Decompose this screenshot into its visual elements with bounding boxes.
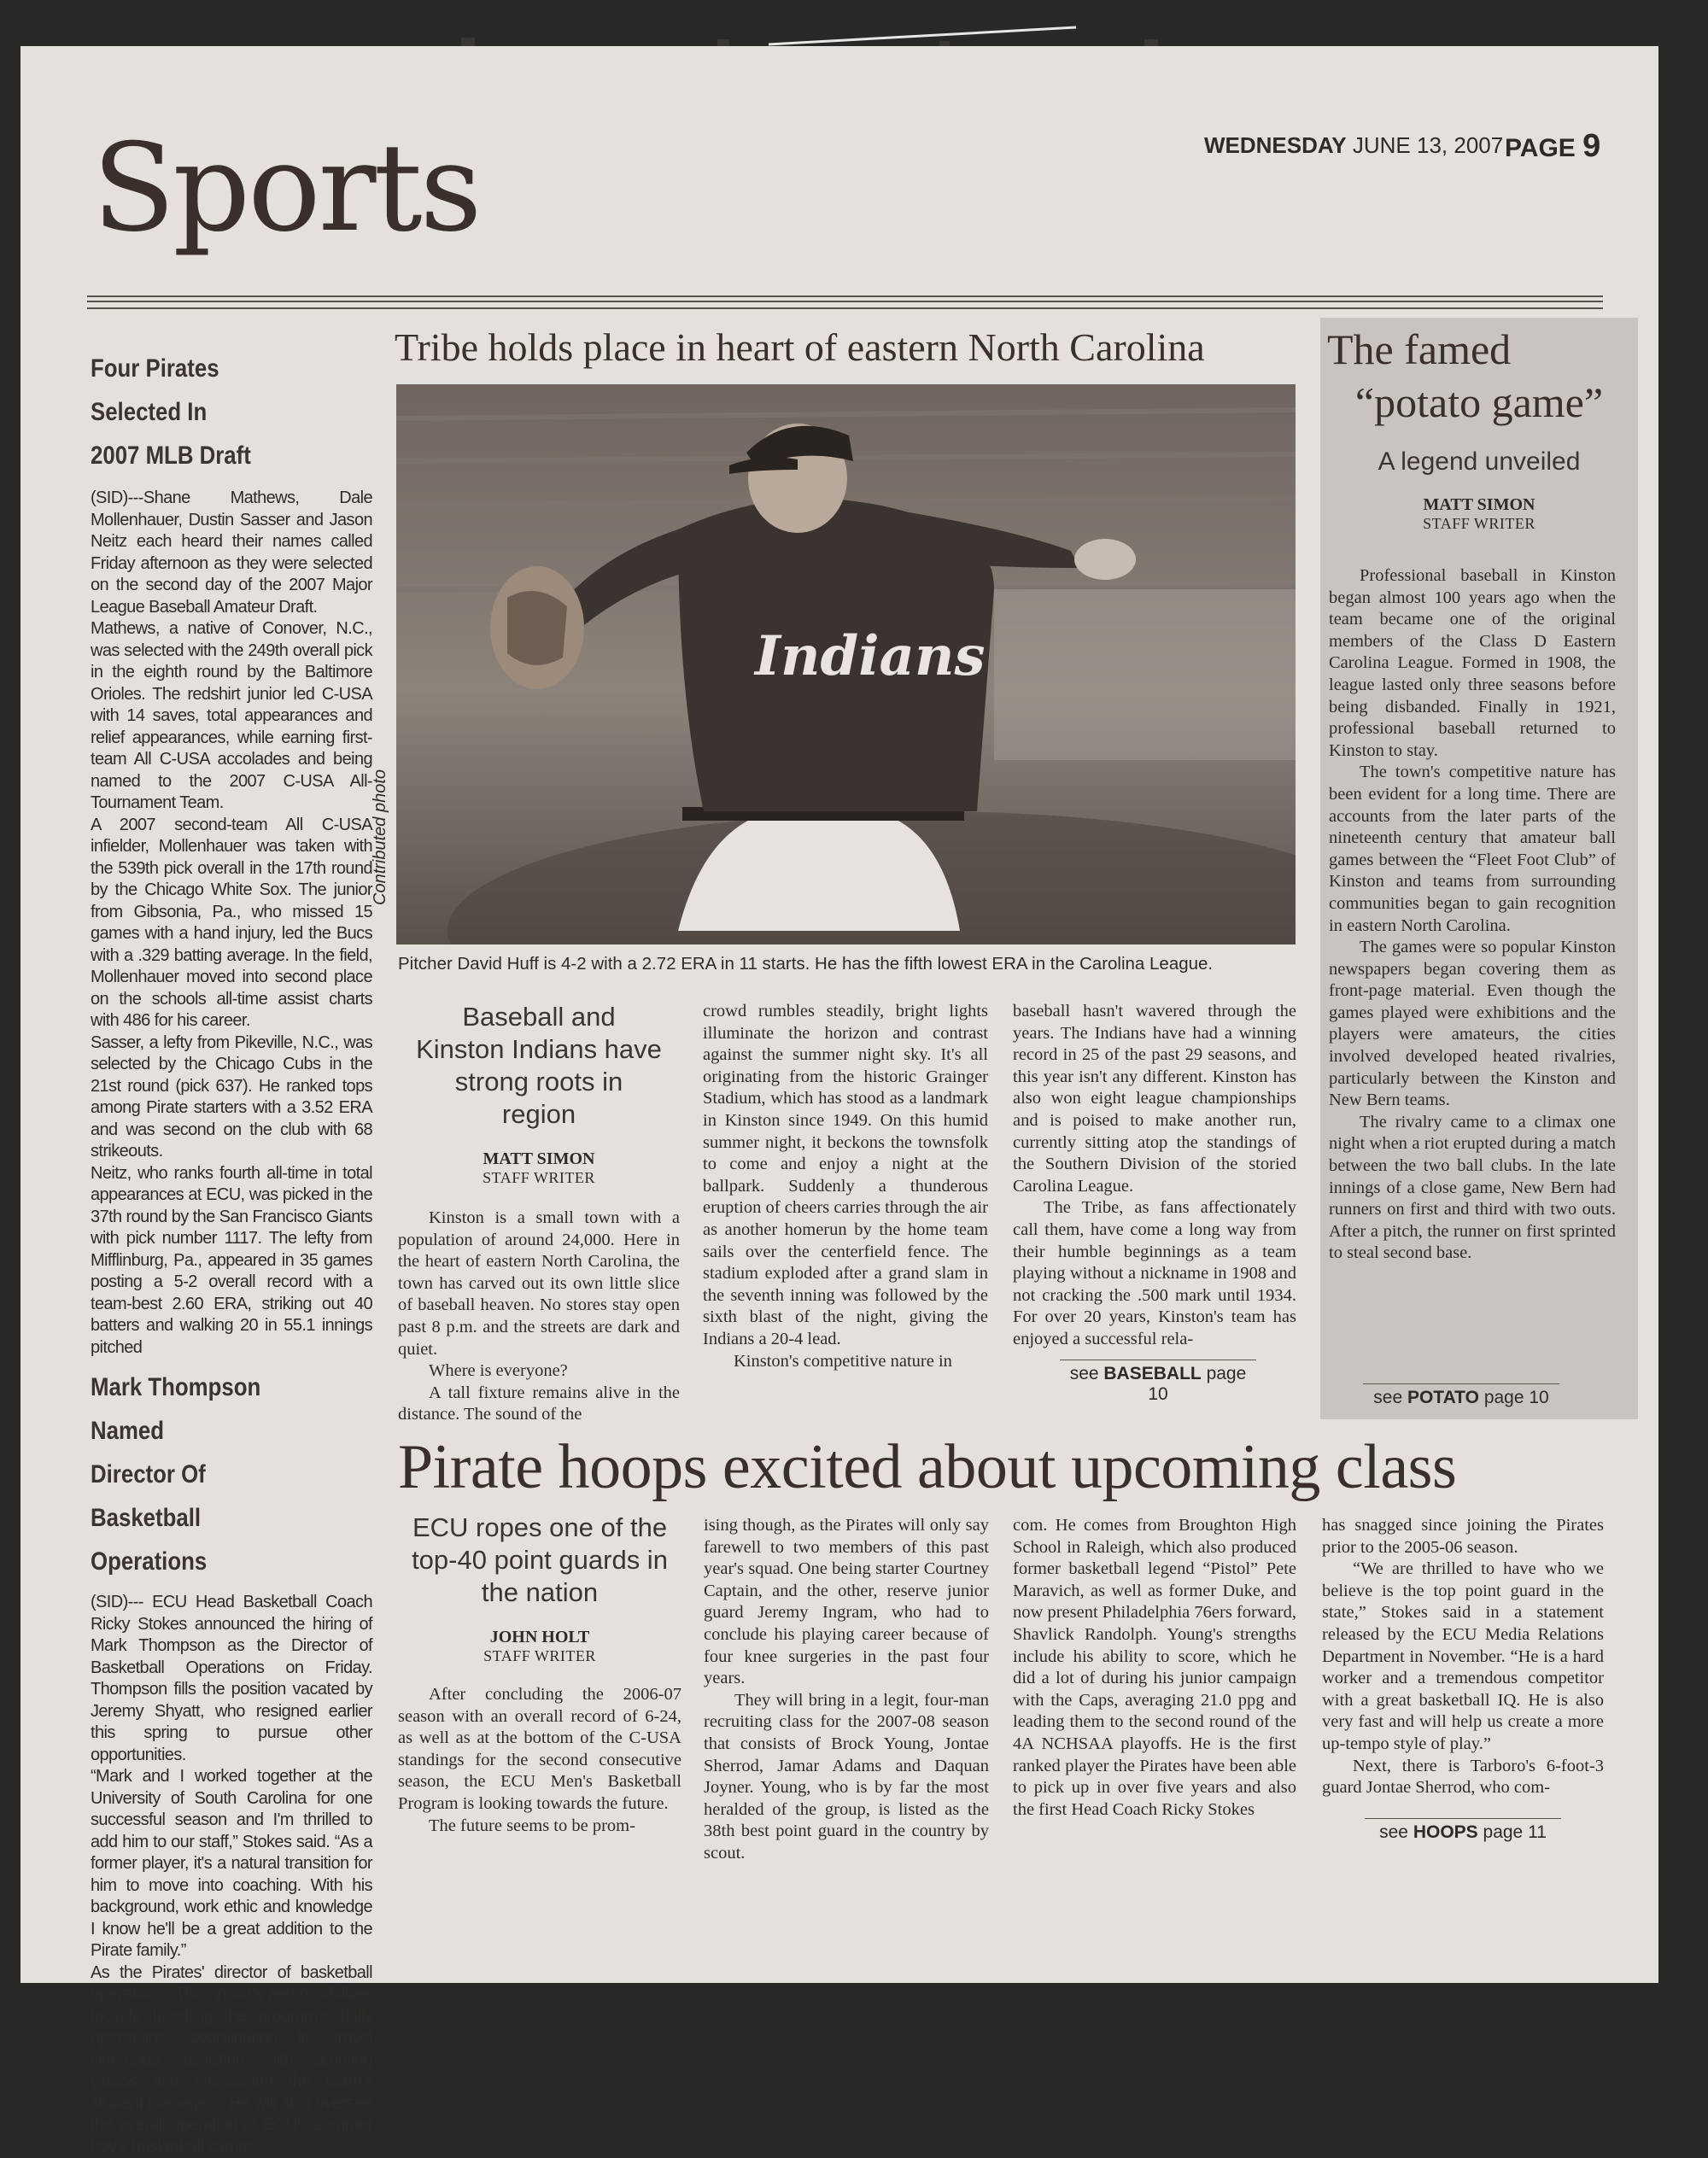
dateline-date: JUNE 13, 2007 <box>1353 132 1503 158</box>
brief-paragraph: As the Pirates' director of basketball operations, Thompson's responsibilities include handling the program's daily operations, coordinating its travel itineraries, assisting with scouting videos and overseeing the team's student managers. He will also oversee the overall operation of ECU's summer boy's basketball camps. <box>91 1962 372 2158</box>
body-paragraph: The rivalry came to a climax one night when a riot erupted during a match between the two ball clubs. In the late innings of a close game, New Bern had runners on first and third with two outs. After a pitch, the runner on first sprinted to steal second base. <box>1329 1112 1616 1265</box>
potato-byline: MATT SIMON <box>1320 495 1638 515</box>
masthead-rule-bottom <box>87 307 1603 309</box>
photo-caption: Pitcher David Huff is 4-2 with a 2.72 ERA in 11 starts. He has the fifth lowest ERA in the Carolina League. <box>398 954 1213 974</box>
brief-paragraph: Mathews, a native of Conover, N.C., was selected with the 249th overall pick in the eighth round by the Baltimore Orioles. The redshirt junior led C-USA with 14 saves, total appearances and relief appearances, while earning first-team All C-USA accolades and being named to the 2007 C-USA All-Tournament Team. <box>91 618 372 815</box>
jump-see: see <box>1379 1822 1408 1842</box>
potato-headline-line: “potato game” <box>1327 376 1631 429</box>
hoops-column-4 <box>1322 1515 1604 1843</box>
body-paragraph: Kinston's competitive nature in <box>703 1351 988 1373</box>
hoops-column-2 <box>704 1515 989 1865</box>
body-paragraph: has snagged since joining the Pirates prior to the 2005-06 season. <box>1322 1515 1604 1559</box>
tribe-byline-title: STAFF WRITER <box>398 1169 680 1187</box>
tribe-headline: Tribe holds place in heart of eastern North Carolina <box>395 325 1205 370</box>
potato-byline-block <box>1320 495 1638 533</box>
brief-paragraph: A 2007 second-team All C-USA infielder, Mollenhauer was taken with the 539th pick overall in the 17th round by the Chicago White Sox. The junior from Gibsonia, Pa., who missed 15 games with a hand injury, led the Bucs with a .329 batting average. In the field, Mollenhauer moved into second place on the schools all-time assist charts with 486 for his career. <box>91 815 372 1032</box>
page-number <box>1505 128 1600 165</box>
brief-paragraph: Sasser, a lefty from Pikeville, N.C., was selected by the Chicago Cubs in the 21st round (pick 637). He ranked tops among Pirate starters with a 3.52 ERA and was second on the club with 68 strikeouts. <box>91 1032 372 1163</box>
hoops-byline: JOHN HOLT <box>398 1628 681 1647</box>
jump-see: see <box>1373 1388 1402 1407</box>
body-paragraph: They will bring in a legit, four-man recruiting class for the 2007-08 season that consists of Brock Young, Jontae Sherrod, Jamar Adams and Daquan Joyner. Young, who is by far the most heralded of the group, is listed as the 38th best point guard in the country by scout. <box>704 1690 989 1865</box>
masthead-rule-top <box>87 295 1603 297</box>
body-paragraph: The games were so popular Kinston newspapers began covering them as front-page material. Even though the games played were exhibitions and the players were amateurs, the cities involved developed heated rivalries, particularly between the Kinston and New Bern teams. <box>1329 937 1616 1112</box>
tribe-body-col3 <box>1013 1001 1296 1351</box>
tribe-byline: MATT SIMON <box>398 1149 680 1169</box>
body-paragraph: com. He comes from Broughton High School in Raleigh, which also produced former basketball legend “Pistol” Pete Maravich, as well as former Duke, and now present Philadelphia 76ers forward, Shavlick Randolph. Young's strengths include his ability to score, which he did a lot of during his junior campaign with the Caps, averaging 21.0 ppg and leading them to the second round of the 4A NCHSAA playoffs. He is the first ranked player the Pirates have been able to pick up in over five years and also the first Head Coach Ricky Stokes <box>1013 1515 1296 1821</box>
section-title: Sports <box>92 128 479 249</box>
photo-credit: Contributed photo <box>371 769 390 905</box>
hoops-column-1 <box>398 1512 681 1837</box>
body-paragraph: The town's competitive nature has been evident for a long time. There are accounts from the later parts of the nineteenth century that amateur ball games between the “Fleet Foot Club” of Kinston and teams from surrounding communities began to gain recognition in eastern North Carolina. <box>1329 762 1616 937</box>
body-paragraph: crowd rumbles steadily, bright lights illuminate the horizon and contrast against the summer night sky. It's all originating from the historic Grainger Stadium, which has stood as a landmark in Kinston since 1949. On this humid summer night, it beckons the townsfolk to come and enjoy a night at the ballpark. Suddenly a thunderous eruption of cheers carries through the air as another homerun by the home team sails over the centerfield fence. The stadium exploded after a grand slam in the seventh inning was followed by the sixth blast of the night, giving the Indians a 20-4 lead. <box>703 1001 988 1351</box>
hoops-deck: ECU ropes one of the top-40 point guards in the nation <box>398 1512 681 1609</box>
page-label: PAGE <box>1505 134 1576 162</box>
brief-paragraph: “Mark and I worked together at the University of South Carolina for one successful season and I'm thrilled to add him to our staff,” Stokes said. “As a former player, it's a natural transition for him to move into coaching. With his background, work ethic and knowledge I know he'll be a great addition to the Pirate family.” <box>91 1766 372 1962</box>
top-edge-bleed <box>290 26 1230 51</box>
brief-paragraph: (SID)---Shane Mathews, Dale Mollenhauer, Dustin Sasser and Jason Neitz each heard their names called Friday afternoon as they were selected on the second day of the 2007 Major League Baseball Amateur Draft. <box>91 488 372 618</box>
body-paragraph: “We are thrilled to have who we believe is the top point guard in the state,” Stokes said in a statement released by the ECU Media Relations Department in November. “He is a hard worker and a tremendous competitor with a great basketball IQ. He is also very fast and will help us create a more up-tempo style of play.” <box>1322 1559 1604 1755</box>
body-paragraph: A tall fixture remains alive in the distance. The sound of the <box>398 1383 680 1426</box>
tribe-body-col2 <box>703 1001 988 1372</box>
hoops-headline: Pirate hoops excited about upcoming class <box>398 1431 1456 1504</box>
brief-headline-thompson <box>91 1366 303 1583</box>
body-paragraph: Where is everyone? <box>398 1360 680 1383</box>
body-paragraph: Next, there is Tarboro's 6-foot-3 guard Jontae Sherrod, who com- <box>1322 1756 1604 1799</box>
hoops-column-3 <box>1013 1515 1296 1821</box>
potato-sidebar <box>1320 318 1638 1419</box>
hoops-body-col2 <box>704 1515 989 1865</box>
body-paragraph: The Tribe, as fans affectionately call them, have come a long way from their humble beginnings as a team playing without a nickname in 1908 and not cracking the .500 mark until 1934. For over 20 years, Kinston's team has enjoyed a successful rela- <box>1013 1197 1296 1350</box>
hoops-body-col3 <box>1013 1515 1296 1821</box>
brief-body-draft <box>91 488 372 1359</box>
masthead-rule-mid <box>87 301 1603 302</box>
briefs-column <box>91 347 372 2158</box>
body-paragraph: Kinston is a small town with a population of around 24,000. Here in the heart of eastern North Carolina, the town has carved out its own little slice of baseball heaven. No stores stay open past 8 p.m. and the streets are dark and quiet. <box>398 1208 680 1360</box>
jump-page: page 11 <box>1483 1822 1547 1842</box>
brief-headline-draft <box>91 347 303 477</box>
tribe-column-3 <box>1013 1001 1296 1405</box>
dateline-day: WEDNESDAY <box>1204 132 1347 158</box>
potato-headline-line: The famed <box>1327 323 1631 376</box>
hoops-byline-title: STAFF WRITER <box>398 1647 681 1665</box>
brief-body-thompson <box>91 1592 372 2158</box>
hoops-body-col4 <box>1322 1515 1604 1799</box>
jump-see: see <box>1070 1364 1099 1383</box>
jersey-lettering: Indians <box>753 624 986 688</box>
page-number-value: 9 <box>1582 128 1600 164</box>
tribe-deck: Baseball and Kinston Indians have strong roots in region <box>398 1001 680 1131</box>
hoops-body-col1 <box>398 1684 681 1837</box>
jump-page: page 10 <box>1148 1364 1246 1404</box>
jump-keyword: POTATO <box>1407 1388 1479 1407</box>
jump-keyword: BASEBALL <box>1103 1364 1201 1383</box>
brief-headline-line: Mark Thompson Named <box>91 1366 303 1453</box>
potato-body <box>1329 565 1616 1265</box>
pitcher-photo <box>396 384 1296 944</box>
brief-headline-line: Operations <box>91 1540 303 1583</box>
brief-headline-line: Director Of Basketball <box>91 1453 303 1540</box>
brief-headline-line: Four Pirates Selected In <box>91 347 303 434</box>
body-paragraph: After concluding the 2006-07 season with an overall record of 6-24, as well as at the bottom of the C-USA standings for the second consecutive season, the ECU Men's Basketball Program is looking towards the future. <box>398 1684 681 1816</box>
body-paragraph: baseball hasn't wavered through the years. The Indians have had a winning record in 25 of the past 29 seasons, and this year isn't any different. Kinston has also won eight league championships and is poised to make another run, currently sitting atop the standings of the Southern Division of the storied Carolina League. <box>1013 1001 1296 1197</box>
tribe-column-2 <box>703 1001 988 1372</box>
tribe-column-1 <box>398 1001 680 1426</box>
jump-page: page 10 <box>1484 1388 1549 1407</box>
pitcher-photo-image <box>396 384 1296 944</box>
baseball-jump[interactable] <box>1060 1360 1256 1405</box>
brief-paragraph: Neitz, who ranks fourth all-time in total appearances at ECU, was picked in the 37th round by the San Francisco Giants with pick number 1117. The lefty from Mifflinburg, Pa., appeared in 35 games posting a 5-2 overall record with a team-best 2.60 ERA, striking out 40 batters and walking 20 in 55.1 innings pitched <box>91 1163 372 1360</box>
body-paragraph: ising though, as the Pirates will only say farewell to two members of this past year's squad. One being starter Courtney Captain, and the other, reserve junior guard Jeremy Ingram, who had to conclude his playing career because of four knee surgeries in the past four years. <box>704 1515 989 1690</box>
potato-headline <box>1327 323 1631 429</box>
potato-byline-title: STAFF WRITER <box>1320 515 1638 533</box>
brief-paragraph: (SID)--- ECU Head Basketball Coach Ricky Stokes announced the hiring of Mark Thompson as the Director of Basketball Operations on Friday. Thompson fills the position vacated by Jeremy Shyatt, who resigned earlier this spring to pursue other opportunities. <box>91 1592 372 1766</box>
dateline <box>1204 132 1503 159</box>
body-paragraph: Professional baseball in Kinston began almost 100 years ago when the team became one of the original members of the Class D Eastern Carolina League. Formed in 1908, the league lasted only three seasons before being disbanded. Finally in 1921, professional baseball returned to Kinston to stay. <box>1329 565 1616 762</box>
jump-keyword: HOOPS <box>1413 1822 1478 1842</box>
brief-headline-line: 2007 MLB Draft <box>91 434 303 477</box>
body-paragraph: The future seems to be prom- <box>398 1816 681 1838</box>
tribe-body-col1 <box>398 1208 680 1426</box>
potato-jump[interactable] <box>1363 1383 1559 1408</box>
hoops-jump[interactable] <box>1365 1818 1561 1843</box>
potato-deck: A legend unveiled <box>1320 446 1638 478</box>
